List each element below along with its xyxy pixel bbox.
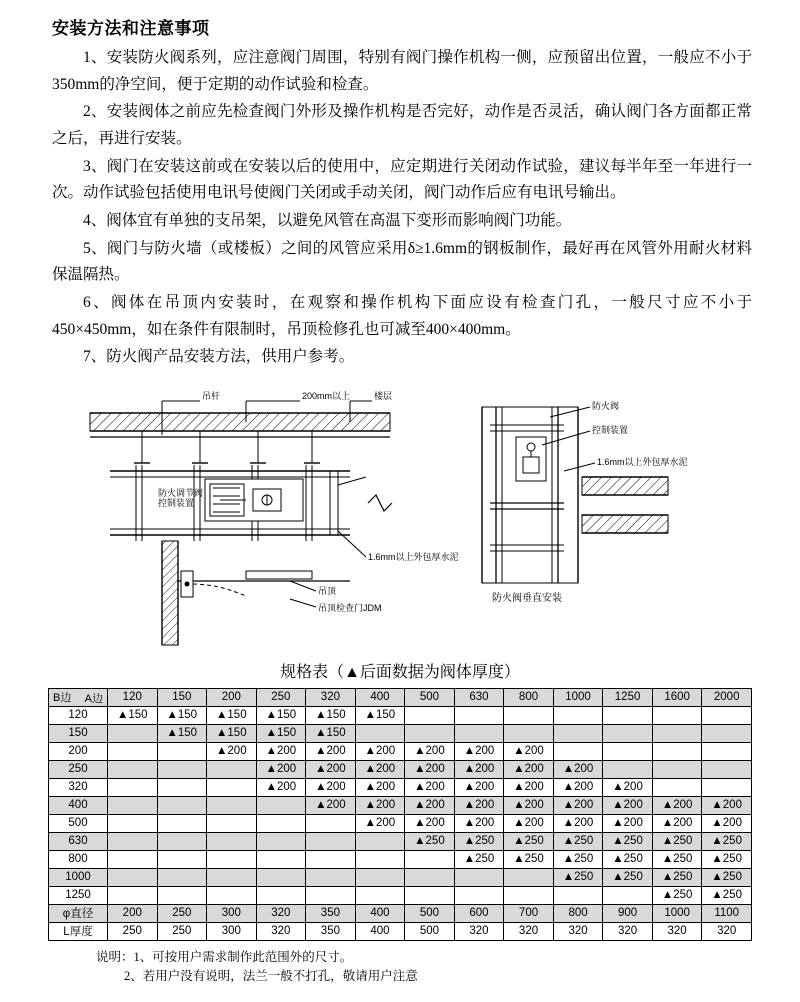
table-cell: ▲200 [504,814,554,832]
table-cell [157,868,207,886]
table-cell [256,796,306,814]
table-cell: ▲200 [603,796,653,814]
table-cell: 400 [355,904,405,922]
table-cell: ▲200 [405,814,455,832]
label-ceiling-inspection-door: 吊顶检查门JDM [318,602,382,613]
table-cell: 250 [157,922,207,940]
table-cell: 320 [553,922,603,940]
table-cell: 700 [504,904,554,922]
table-cell [603,886,653,904]
row-header: 120 [49,706,108,724]
table-row [49,796,752,814]
table-cell: ▲200 [405,742,455,760]
table-cell: ▲250 [652,886,702,904]
table-cell: ▲150 [256,706,306,724]
table-cell: ▲200 [652,796,702,814]
table-cell [108,742,158,760]
corner-a-label: A边 [84,692,103,705]
row-header: 630 [49,832,108,850]
row-header: 150 [49,724,108,742]
table-cell: ▲200 [603,814,653,832]
table-cell [405,724,455,742]
table-cell [108,778,158,796]
col-header: 500 [405,688,455,706]
table-cell [108,868,158,886]
table-row [49,868,752,886]
table-cell: ▲250 [553,832,603,850]
table-cell [504,706,554,724]
table-cell [256,832,306,850]
table-cell: ▲150 [207,724,257,742]
label-slab-thickness: 200mm以上 [302,390,351,401]
row-header: 1000 [49,868,108,886]
table-cell: ▲200 [405,796,455,814]
table-cell: ▲200 [256,778,306,796]
table-cell [207,868,257,886]
table-cell: 1000 [652,904,702,922]
table-cell: ▲200 [454,760,504,778]
table-cell [157,850,207,868]
table-cell: 350 [306,904,356,922]
table-cell: 350 [306,922,356,940]
table-row [49,778,752,796]
table-row [49,760,752,778]
table-cell [108,886,158,904]
table-cell: ▲200 [504,796,554,814]
row-header: 400 [49,796,108,814]
table-cell: 320 [702,922,752,940]
table-cell [553,742,603,760]
table-cell [207,814,257,832]
table-cell [157,832,207,850]
table-cell: 320 [454,922,504,940]
col-header: 400 [355,688,405,706]
table-cell: ▲250 [652,850,702,868]
table-row [49,886,752,904]
note-1: 说明：1、可按用户需求制作此范围外的尺寸。 [96,949,353,964]
table-cell: ▲200 [603,778,653,796]
table-cell: 800 [553,904,603,922]
table-cell: ▲200 [553,796,603,814]
table-cell: ▲200 [306,796,356,814]
table-cell: ▲250 [603,868,653,886]
table-cell: 500 [405,904,455,922]
table-row [49,904,752,922]
body-text [52,45,752,371]
table-cell [355,886,405,904]
table-cell: ▲200 [504,742,554,760]
col-header: 630 [454,688,504,706]
paragraph-2: 2、安装阀体之前应先检查阀门外形及操作机构是否完好，动作是否灵活，确认阀门各方面都正常之后，再进行安装。 [52,103,752,147]
table-cell: ▲200 [355,796,405,814]
table-cell [157,796,207,814]
table-cell [157,814,207,832]
label-cement-wrap-right: 1.6mm以上外包厚水泥 [597,456,688,467]
table-cell [603,760,653,778]
table-cell: ▲150 [157,706,207,724]
table-cell [355,850,405,868]
table-cell: ▲200 [553,778,603,796]
table-row [49,850,752,868]
row-header: 800 [49,850,108,868]
col-header: 1250 [603,688,653,706]
table-cell [454,886,504,904]
table-cell [702,778,752,796]
label-hanger-rod: 吊杆 [202,390,221,401]
col-header: 120 [108,688,158,706]
label-cement-wrap-left: 1.6mm以上外包厚水泥 [368,551,459,562]
col-header: 1000 [553,688,603,706]
paragraph-5: 5、阀门与防火墙（或楼板）之间的风管应采用δ≥1.6mm的钢板制作，最好再在风管外用耐火材料保温隔热。 [52,239,752,284]
table-cell [553,706,603,724]
table-notes [0,948,800,987]
caption-vertical-install: 防火阀垂直安装 [492,592,562,604]
table-cell: ▲200 [405,778,455,796]
table-cell: ▲200 [405,760,455,778]
table-cell [207,796,257,814]
table-cell [702,706,752,724]
table-cell [504,886,554,904]
table-cell: ▲200 [454,814,504,832]
table-cell [256,814,306,832]
table-cell: ▲150 [355,706,405,724]
table-cell [454,868,504,886]
table-cell: ▲200 [652,814,702,832]
table-cell [306,850,356,868]
col-header: 200 [207,688,257,706]
label-ceiling: 吊顶 [318,585,337,596]
table-cell: ▲200 [256,760,306,778]
table-cell [454,706,504,724]
table-cell: ▲200 [454,742,504,760]
table-cell [405,706,455,724]
table-cell: 300 [207,922,257,940]
table-cell [652,706,702,724]
table-cell: ▲250 [702,850,752,868]
table-cell: 250 [108,922,158,940]
label-floor-layer: 楼层 [374,390,393,401]
paragraph-7: 7、防火阀产品安装方法，供用户参考。 [83,348,355,366]
installation-diagram-svg [50,385,750,650]
col-header: 150 [157,688,207,706]
table-cell [108,796,158,814]
table-cell: 600 [454,904,504,922]
table-cell [157,886,207,904]
table-cell [207,778,257,796]
table-cell [652,742,702,760]
label-fire-damper-control-left: 防火调节阀 [158,487,204,498]
table-cell: ▲150 [306,724,356,742]
table-cell [207,832,257,850]
table-cell: ▲200 [553,760,603,778]
table-cell: ▲200 [702,814,752,832]
table-cell: ▲150 [306,706,356,724]
table-cell: 400 [355,922,405,940]
table-cell: ▲150 [108,706,158,724]
table-cell: ▲200 [306,742,356,760]
table-cell [256,850,306,868]
table-cell [603,724,653,742]
table-cell [652,778,702,796]
paragraph-6: 6、阀体在吊顶内安装时，在观察和操作机构下面应设有检查门孔，一般尺寸应不小于450×450mm，如在条件有限制时，吊顶检修孔也可减至400×400mm。 [52,293,752,338]
table-cell: ▲250 [553,850,603,868]
table-cell [207,886,257,904]
table-cell: ▲200 [256,742,306,760]
table-cell: ▲200 [702,796,752,814]
table-cell: ▲150 [256,724,306,742]
table-cell: ▲200 [306,778,356,796]
table-cell: 320 [256,922,306,940]
corner-b-label: B边 [53,691,72,704]
table-cell: 320 [603,922,653,940]
table-cell: ▲150 [157,724,207,742]
table-row [49,814,752,832]
spec-table [48,688,752,941]
table-cell [553,886,603,904]
table-row [49,706,752,724]
table-cell [355,724,405,742]
row-header: L厚度 [49,922,108,940]
table-cell [157,778,207,796]
table-cell: ▲200 [355,760,405,778]
table-cell: ▲200 [504,778,554,796]
table-cell [405,886,455,904]
table-cell: 320 [504,922,554,940]
table-cell: ▲250 [504,850,554,868]
table-cell [553,724,603,742]
table-cell: ▲250 [603,850,653,868]
paragraph-1: 1、安装防火阀系列，应注意阀门周围，特别有阀门操作机构一侧，应预留出位置，一般应不小于350mm的净空间，便于定期的动作试验和检查。 [52,49,752,93]
table-cell [603,706,653,724]
table-cell: ▲250 [652,832,702,850]
table-cell: ▲250 [603,832,653,850]
paragraph-3: 3、阀门在安装这前或在安装以后的使用中，应定期进行关闭动作试验，建议每半年至一年进行一次。动作试验包括使用电讯号使阀门关闭或手动关闭，阀门动作后应有电讯号输出。 [52,157,752,202]
page-title: 安装方法和注意事项 [52,19,210,38]
table-cell: ▲200 [306,760,356,778]
table-cell [108,760,158,778]
table-cell [702,742,752,760]
table-cell: ▲200 [207,742,257,760]
label-control-device-left: 控制装置 [158,497,195,508]
document-page [0,14,800,1002]
table-cell: ▲250 [405,832,455,850]
table-cell: ▲250 [702,868,752,886]
table-cell: ▲200 [355,814,405,832]
table-cell: ▲250 [553,868,603,886]
table-cell [702,724,752,742]
table-cell [652,760,702,778]
table-cell: ▲150 [207,706,257,724]
table-cell [652,724,702,742]
spec-table-body [49,706,752,940]
table-cell: 200 [108,904,158,922]
table-cell [306,832,356,850]
table-cell [504,868,554,886]
table-cell: ▲200 [504,760,554,778]
table-cell: ▲250 [702,832,752,850]
row-header: 250 [49,760,108,778]
col-header: 1600 [652,688,702,706]
row-header: 1250 [49,886,108,904]
table-corner-cell [49,688,108,706]
spec-table-title: 规格表（▲后面数据为阀体厚度） [280,663,520,681]
label-fire-damper: 防火阀 [592,400,620,411]
col-header: 320 [306,688,356,706]
paragraph-4: 4、阀体宜有单独的支吊架，以避免风管在高温下变形而影响阀门功能。 [83,211,572,229]
row-header: φ直径 [49,904,108,922]
table-cell: 500 [405,922,455,940]
table-cell: ▲200 [553,814,603,832]
row-header: 500 [49,814,108,832]
table-cell: 900 [603,904,653,922]
row-header: 320 [49,778,108,796]
table-cell: 1100 [702,904,752,922]
table-cell: ▲250 [652,868,702,886]
table-cell [603,742,653,760]
table-row [49,832,752,850]
table-header-row [49,688,752,706]
table-cell: ▲200 [355,742,405,760]
col-header: 2000 [702,688,752,706]
table-cell [454,724,504,742]
col-header: 250 [256,688,306,706]
table-cell: ▲250 [702,886,752,904]
table-cell [306,886,356,904]
installation-diagram [0,385,800,655]
row-header: 200 [49,742,108,760]
table-cell: ▲250 [454,850,504,868]
table-cell [504,724,554,742]
table-cell [108,724,158,742]
table-cell [306,814,356,832]
table-cell [256,868,306,886]
table-cell: 320 [256,904,306,922]
table-cell: ▲250 [454,832,504,850]
table-cell [157,742,207,760]
table-cell: ▲200 [454,778,504,796]
table-cell [157,760,207,778]
table-cell [405,850,455,868]
table-cell [702,760,752,778]
table-cell [108,832,158,850]
table-row [49,724,752,742]
table-cell [306,868,356,886]
table-cell [108,850,158,868]
table-cell [207,760,257,778]
table-cell: ▲200 [454,796,504,814]
table-cell: 250 [157,904,207,922]
table-cell [207,850,257,868]
table-cell: ▲200 [355,778,405,796]
table-cell [355,832,405,850]
table-cell [355,868,405,886]
table-row [49,742,752,760]
table-cell: 320 [652,922,702,940]
table-cell: ▲250 [504,832,554,850]
label-control-device-right: 控制装置 [592,424,629,435]
table-cell [108,814,158,832]
note-2: 2、若用户没有说明，法兰一般不打孔，敬请用户注意 [124,969,418,984]
table-cell [405,868,455,886]
col-header: 800 [504,688,554,706]
table-cell [256,886,306,904]
table-cell: 300 [207,904,257,922]
table-row [49,922,752,940]
